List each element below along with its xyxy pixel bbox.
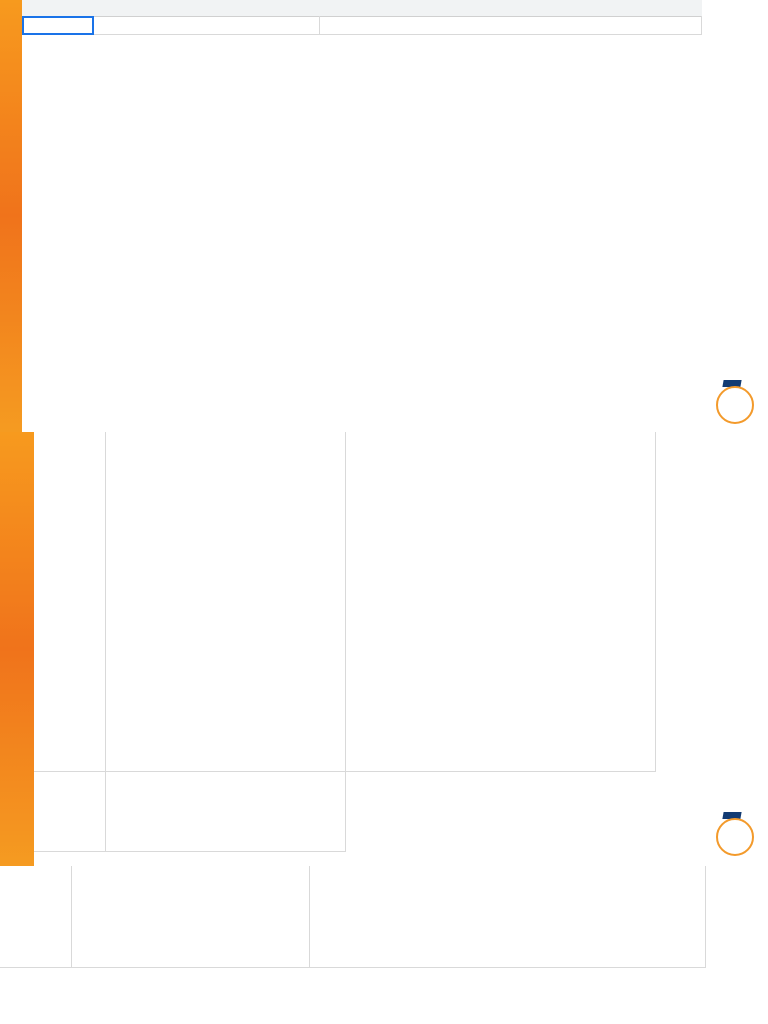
row6-sub-topics[interactable]	[346, 772, 686, 866]
orange-side-bar-2	[0, 432, 34, 866]
logo-circle	[716, 386, 754, 424]
header-class-no[interactable]	[22, 16, 94, 35]
row5-sub-topics[interactable]	[346, 432, 656, 772]
panel-sheet-3	[0, 866, 768, 1024]
logo-circle-2	[716, 818, 754, 856]
row9-chapter[interactable]	[72, 866, 310, 968]
row9-sub-topics[interactable]	[310, 866, 706, 968]
row9-class-no[interactable]	[0, 866, 72, 968]
column-letter-row	[22, 0, 702, 17]
spreadsheet-2	[34, 432, 656, 866]
panel-sheet-2	[0, 432, 768, 866]
header-sub-topics[interactable]	[320, 16, 702, 35]
studyiq-logo-2	[706, 812, 756, 862]
spreadsheet-1	[22, 0, 702, 432]
studyiq-logo	[706, 380, 756, 430]
row6-class-no[interactable]	[34, 772, 106, 852]
row6-chapter[interactable]	[106, 772, 346, 852]
header-chapter-cover[interactable]	[94, 16, 320, 35]
row5-chapter[interactable]	[106, 432, 346, 772]
panel-sheet-1	[0, 0, 768, 432]
spreadsheet-3	[0, 866, 706, 1024]
row5-class-no[interactable]	[34, 432, 106, 772]
